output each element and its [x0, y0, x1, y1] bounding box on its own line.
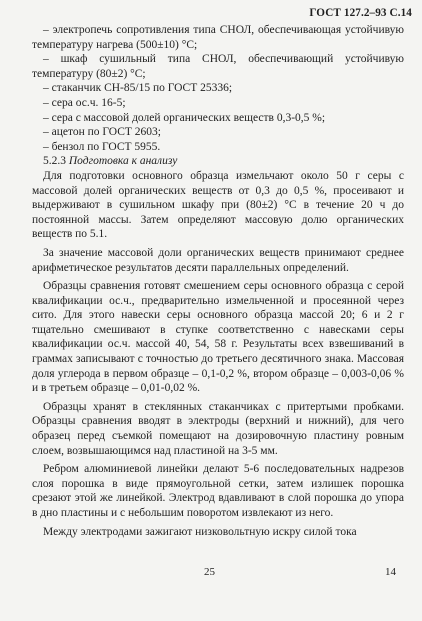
paragraph-ruler-cuts: Ребром алюминиевой линейки делают 5-6 последовательных надрезов слоя порошка в виде прямоугольной сетки, затем излишек порошка срезают этой же линейкой. Электрод вдавливают в слой порошка до упора в дно пластины и с небольшим поворотом извлекают из него.: [32, 463, 404, 519]
section-title: Подготовка к анализу: [68, 155, 178, 168]
list-item-drying-cabinet: – шкаф сушильный типа СНОЛ, обеспечивающий устойчивую температуру (80±2) °С;: [32, 53, 404, 80]
paragraph-main-sample: Для подготовки основного образца измельчают около 50 г серы с массовой долей органических веществ от 0,3 до 0,5 %, просеивают и выдерживают в сушильном шкафу при (80±2) °С в течение 20 ч до постоянной массы. Затем определяют массовую долю органических веществ по 5.1.: [32, 169, 404, 241]
page-content: [32, 23, 404, 539]
paragraph-spark: Между электродами зажигают низковольтную искру силой тока: [43, 525, 357, 538]
paragraph-storage: Образцы хранят в стеклянных стаканчиках с притертыми пробками. Образцы сравнения вводят в электроды (верхний и нижний), для чего образец перед съемкой помещают на дозировочную пластину ровным слоем, возвышающимся над пластиной на 3-5 мм.: [32, 400, 404, 457]
sheet-number: 14: [385, 566, 396, 578]
paragraph-mean-value: За значение массовой доли органических веществ принимают среднее арифметическое результатов десяти параллельных определений.: [32, 246, 404, 274]
list-item-beaker: – стаканчик СН-85/15 по ГОСТ 25336;: [43, 82, 233, 95]
list-item-benzene: – бензол по ГОСТ 5955.: [43, 140, 161, 153]
list-item-sulfur-pure: – сера ос.ч. 16-5;: [43, 96, 126, 109]
page-number: 25: [204, 566, 215, 578]
page-header: ГОСТ 127.2–93 С.14: [309, 7, 412, 19]
list-item-sulfur-organic: – сера с массовой долей органических веществ 0,3-0,5 %;: [43, 111, 326, 124]
section-number: 5.2.3: [43, 155, 66, 168]
list-item-acetone: – ацетон по ГОСТ 2603;: [43, 126, 161, 139]
paragraph-comparison-samples: Образцы сравнения готовят смешением серы основного образца с серой квалификации ос.ч., предварительно измельченной и просеянной через сито. Для этого навески серы основного образца массой 20; 6 и 2 г тщательно смешивают в ступке соответственно с навесками серы квалификации ос.ч. массой 40, 54, 58 г. Результаты всех взвешиваний в граммах записывают с точностью до третьего десятичного знака. Массовая доля углерода в первом образце – 0,1-0,2 %, втором образце – 0,003-0,06 % и в третьем образце – 0,01-0,02 %.: [32, 280, 404, 395]
section-heading: [32, 154, 404, 169]
list-item-furnace: – электропечь сопротивления типа СНОЛ, обеспечивающая устойчивую температуру нагрева (500±10) °С;: [32, 24, 404, 51]
